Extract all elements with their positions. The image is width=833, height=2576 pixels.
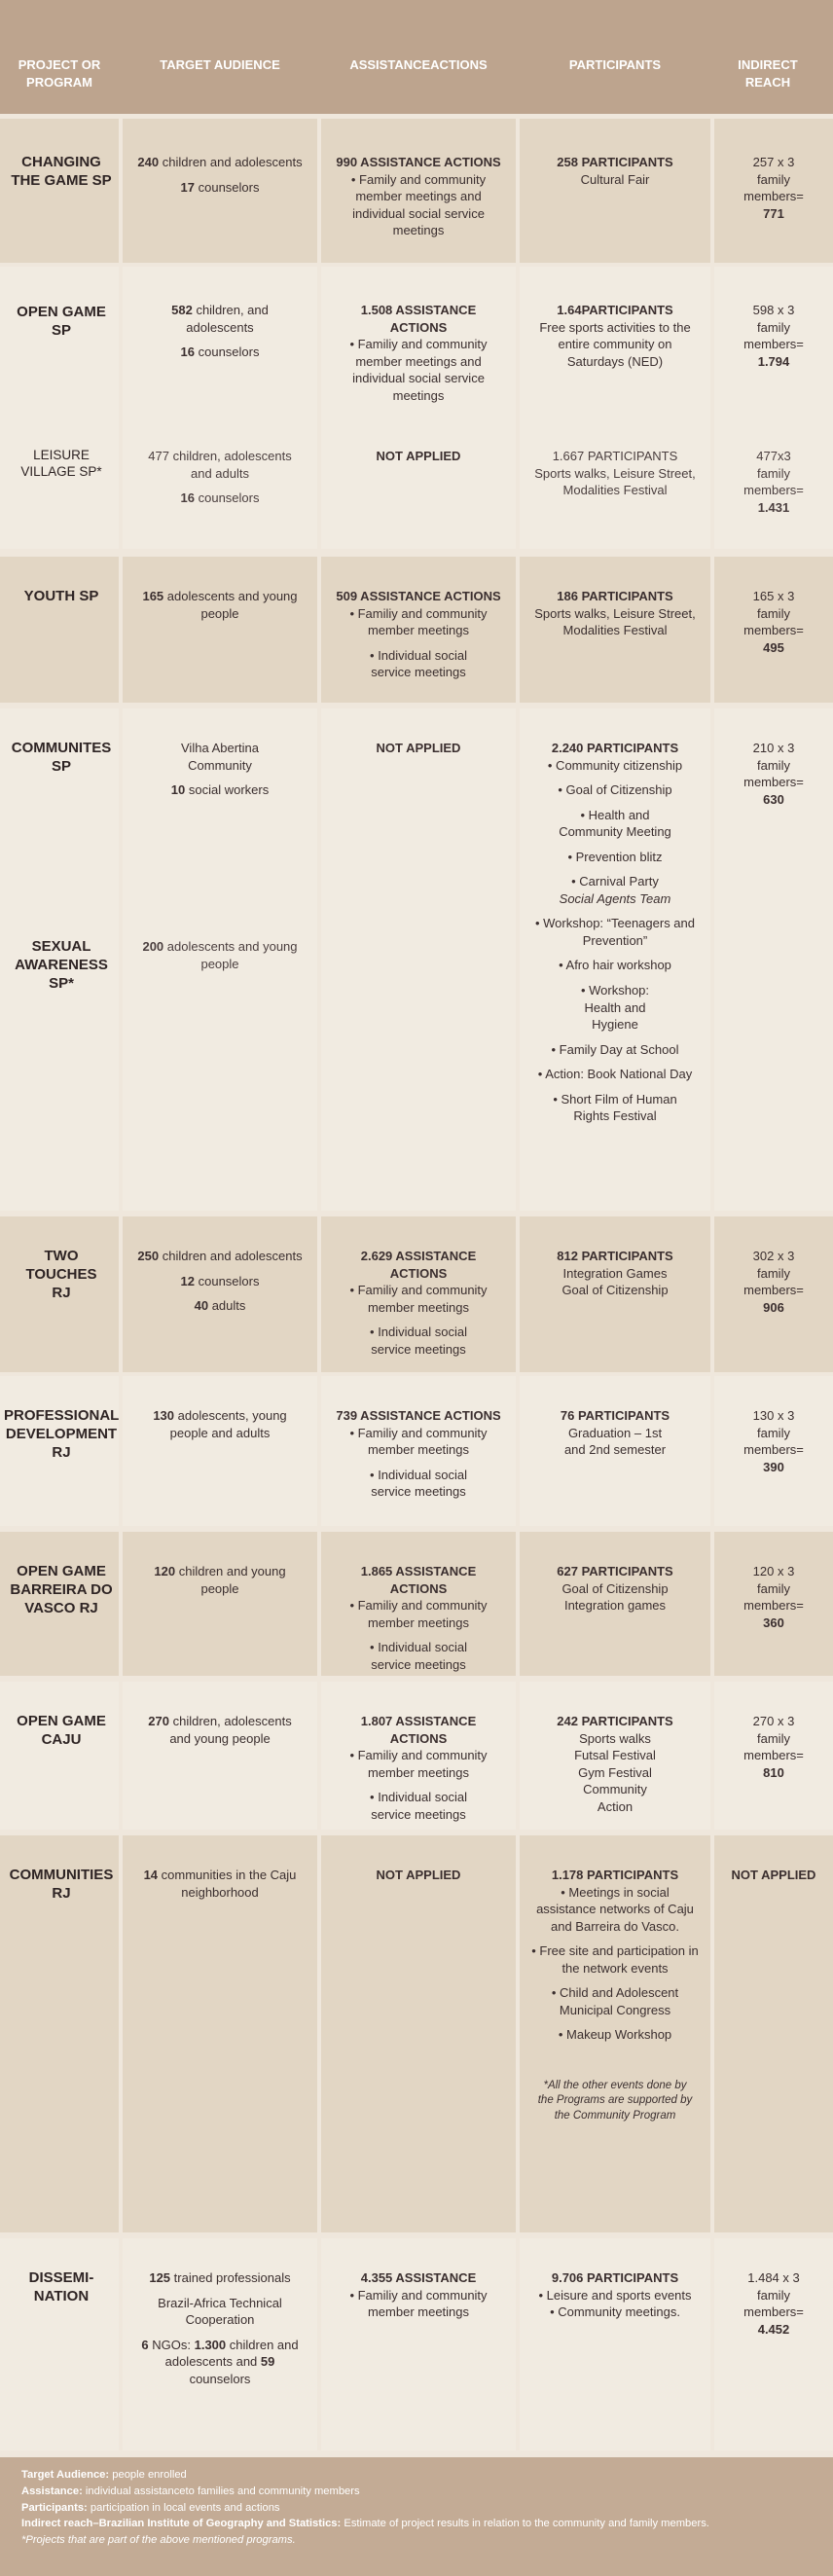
table-row	[0, 1532, 833, 1676]
table-row	[0, 1216, 833, 1372]
legend-line: Participants: participation in local events and actions	[21, 2501, 280, 2514]
target-audience: 240 children and adolescents 17 counselors	[137, 155, 303, 195]
participants: 627 PARTICIPANTS Goal of Citizenship Integration games	[557, 1564, 673, 1614]
indirect-reach: 270 x 3 family members= 810	[743, 1714, 804, 1780]
indirect-reach: 210 x 3 family members= 630	[743, 741, 804, 807]
assistance-actions: 4.355 ASSISTANCE • Familiy and community member meetings	[349, 2270, 488, 2320]
indirect-reach: NOT APPLIED	[731, 1868, 816, 1882]
assistance-actions: 1.865 ASSISTANCE ACTIONS • Familiy and community member meetings • Individual social service meetings	[349, 1564, 488, 1672]
header-target: TARGET AUDIENCE	[160, 57, 280, 72]
indirect-reach: 130 x 3 family members= 390	[743, 1408, 804, 1474]
program-name: COMMUNITES SP	[11, 740, 112, 775]
target-audience: 582 children, and adolescents 16 counselors	[171, 303, 269, 360]
program-name: YOUTH SP	[23, 588, 99, 604]
target-audience: 130 adolescents, young people and adults	[153, 1408, 287, 1440]
participants: 242 PARTICIPANTS Sports walks Futsal Festival Gym Festival Community Action	[557, 1714, 673, 1814]
program-name: DISSEMI- NATION	[28, 2269, 94, 2304]
program-name: TWO TOUCHES RJ	[25, 1248, 97, 1301]
target-audience: 250 children and adolescents 12 counselors 40 adults	[137, 1249, 303, 1314]
table-row	[0, 2238, 833, 2450]
indirect-reach: 302 x 3 family members= 906	[743, 1249, 804, 1315]
table-row	[0, 1682, 833, 1830]
table-row	[0, 708, 833, 1211]
legend-line: Target Audience: people enrolled	[21, 2469, 187, 2481]
participants: 258 PARTICIPANTS Cultural Fair	[557, 155, 673, 187]
header-assistance: ASSISTANCEACTIONS	[349, 57, 488, 72]
indirect-reach: 120 x 3 family members= 360	[743, 1564, 804, 1630]
target-audience: 270 children, adolescents and young people	[148, 1714, 292, 1746]
legend-footer	[0, 2457, 833, 2576]
program-name: COMMUNITIES RJ	[9, 1867, 114, 1902]
assistance-actions: 739 ASSISTANCE ACTIONS • Familiy and community member meetings • Individual social service meetings	[336, 1408, 501, 1500]
target-audience: Vilha Abertina Community 10 social workers	[170, 741, 270, 798]
target-audience: 165 adolescents and young people	[142, 589, 298, 621]
participants: 1.178 PARTICIPANTS • Meetings in social assistance networks of Caju and Barreira do Vasco. • Free site and participation in the network events • Child and Adolescent Municipal Congress • Makeup Workshop *All the other events done by the Programs are supported by the Community Program	[531, 1868, 699, 2122]
table-header	[0, 0, 833, 114]
program-name: OPEN GAME CAJU	[17, 1713, 106, 1748]
program-name: PROFESSIONAL DEVELOPMENT RJ	[4, 1407, 120, 1461]
participants: 186 PARTICIPANTS Sports walks, Leisure Street, Modalities Festival	[534, 589, 696, 638]
table-row	[0, 1376, 833, 1526]
program-name: OPEN GAME SP	[17, 304, 106, 339]
indirect-reach: 1.484 x 3 family members= 4.452	[743, 2270, 804, 2337]
assistance-actions: 990 ASSISTANCE ACTIONS • Family and community member meetings and individual social service meetings	[336, 155, 501, 238]
table-row	[0, 119, 833, 263]
program-name: SEXUAL AWARENESS SP*	[15, 938, 108, 992]
target-audience: 200 adolescents and young people	[142, 939, 298, 971]
header-project: PROJECT OR PROGRAM	[18, 57, 101, 90]
legend-note: *Projects that are part of the above mentioned programs.	[21, 2534, 296, 2547]
assistance-actions: 1.807 ASSISTANCE ACTIONS • Familiy and community member meetings • Individual social service meetings	[349, 1714, 488, 1822]
target-audience: 125 trained professionals Brazil-Africa Technical Cooperation 6 NGOs: 1.300 children and adolescents and 59 counselors	[141, 2270, 299, 2386]
participants: 1.667 PARTICIPANTS Sports walks, Leisure Street, Modalities Festival	[534, 449, 696, 498]
participants: 2.240 PARTICIPANTS • Community citizenship • Goal of Citizenship • Health and Community Meeting • Prevention blitz • Carnival Party Social Agents Team • Workshop: “Teenagers and Prevention” • Afro hair workshop • Workshop: Health and Hygiene • Family Day at School • Action: Book National Day • Short Film of Human Rights Festival	[534, 741, 695, 1124]
indirect-reach: 165 x 3 family members= 495	[743, 589, 804, 655]
program-name: OPEN GAME BARREIRA DO VASCO RJ	[10, 1563, 113, 1616]
assistance-actions: NOT APPLIED	[376, 1868, 461, 1882]
participants: 812 PARTICIPANTS Integration Games Goal of Citizenship	[557, 1249, 673, 1298]
program-name: LEISURE VILLAGE SP*	[20, 448, 102, 479]
header-participants: PARTICIPANTS	[568, 57, 662, 72]
target-audience: 477 children, adolescents and adults 16 counselors	[148, 449, 292, 506]
assistance-actions: 1.508 ASSISTANCE ACTIONS • Familiy and community member meetings and individual social service meetings	[349, 303, 488, 403]
table-row	[0, 557, 833, 703]
participants: 76 PARTICIPANTS Graduation – 1st and 2nd semester	[560, 1408, 670, 1458]
indirect-reach: 477x3 family members= 1.431	[743, 449, 804, 515]
participants: 9.706 PARTICIPANTS • Leisure and sports events • Community meetings.	[538, 2270, 692, 2320]
program-name: CHANGING THE GAME SP	[11, 154, 112, 189]
target-audience: 14 communities in the Caju neighborhood	[143, 1868, 297, 1900]
assistance-actions: NOT APPLIED	[376, 449, 461, 463]
participants: 1.64PARTICIPANTS Free sports activities to the entire community on Saturdays (NED)	[539, 303, 691, 369]
target-audience: 120 children and young people	[154, 1564, 286, 1596]
header-indirect: INDIRECT REACH	[738, 57, 798, 90]
indirect-reach: 257 x 3 family members= 771	[743, 155, 804, 221]
table-row	[0, 1835, 833, 2232]
indirect-reach: 598 x 3 family members= 1.794	[743, 303, 804, 369]
legend-line: Assistance: individual assistanceto families and community members	[21, 2485, 360, 2497]
assistance-actions: 2.629 ASSISTANCE ACTIONS • Familiy and community member meetings • Individual social service meetings	[349, 1249, 488, 1357]
assistance-actions: 509 ASSISTANCE ACTIONS • Familiy and community member meetings • Individual social service meetings	[336, 589, 501, 680]
assistance-actions: NOT APPLIED	[376, 741, 461, 755]
legend-line: Indirect reach–Brazilian Institute of Geography and Statistics: Estimate of project results in relation to the community and family members.	[21, 2518, 709, 2530]
table-row	[0, 267, 833, 549]
